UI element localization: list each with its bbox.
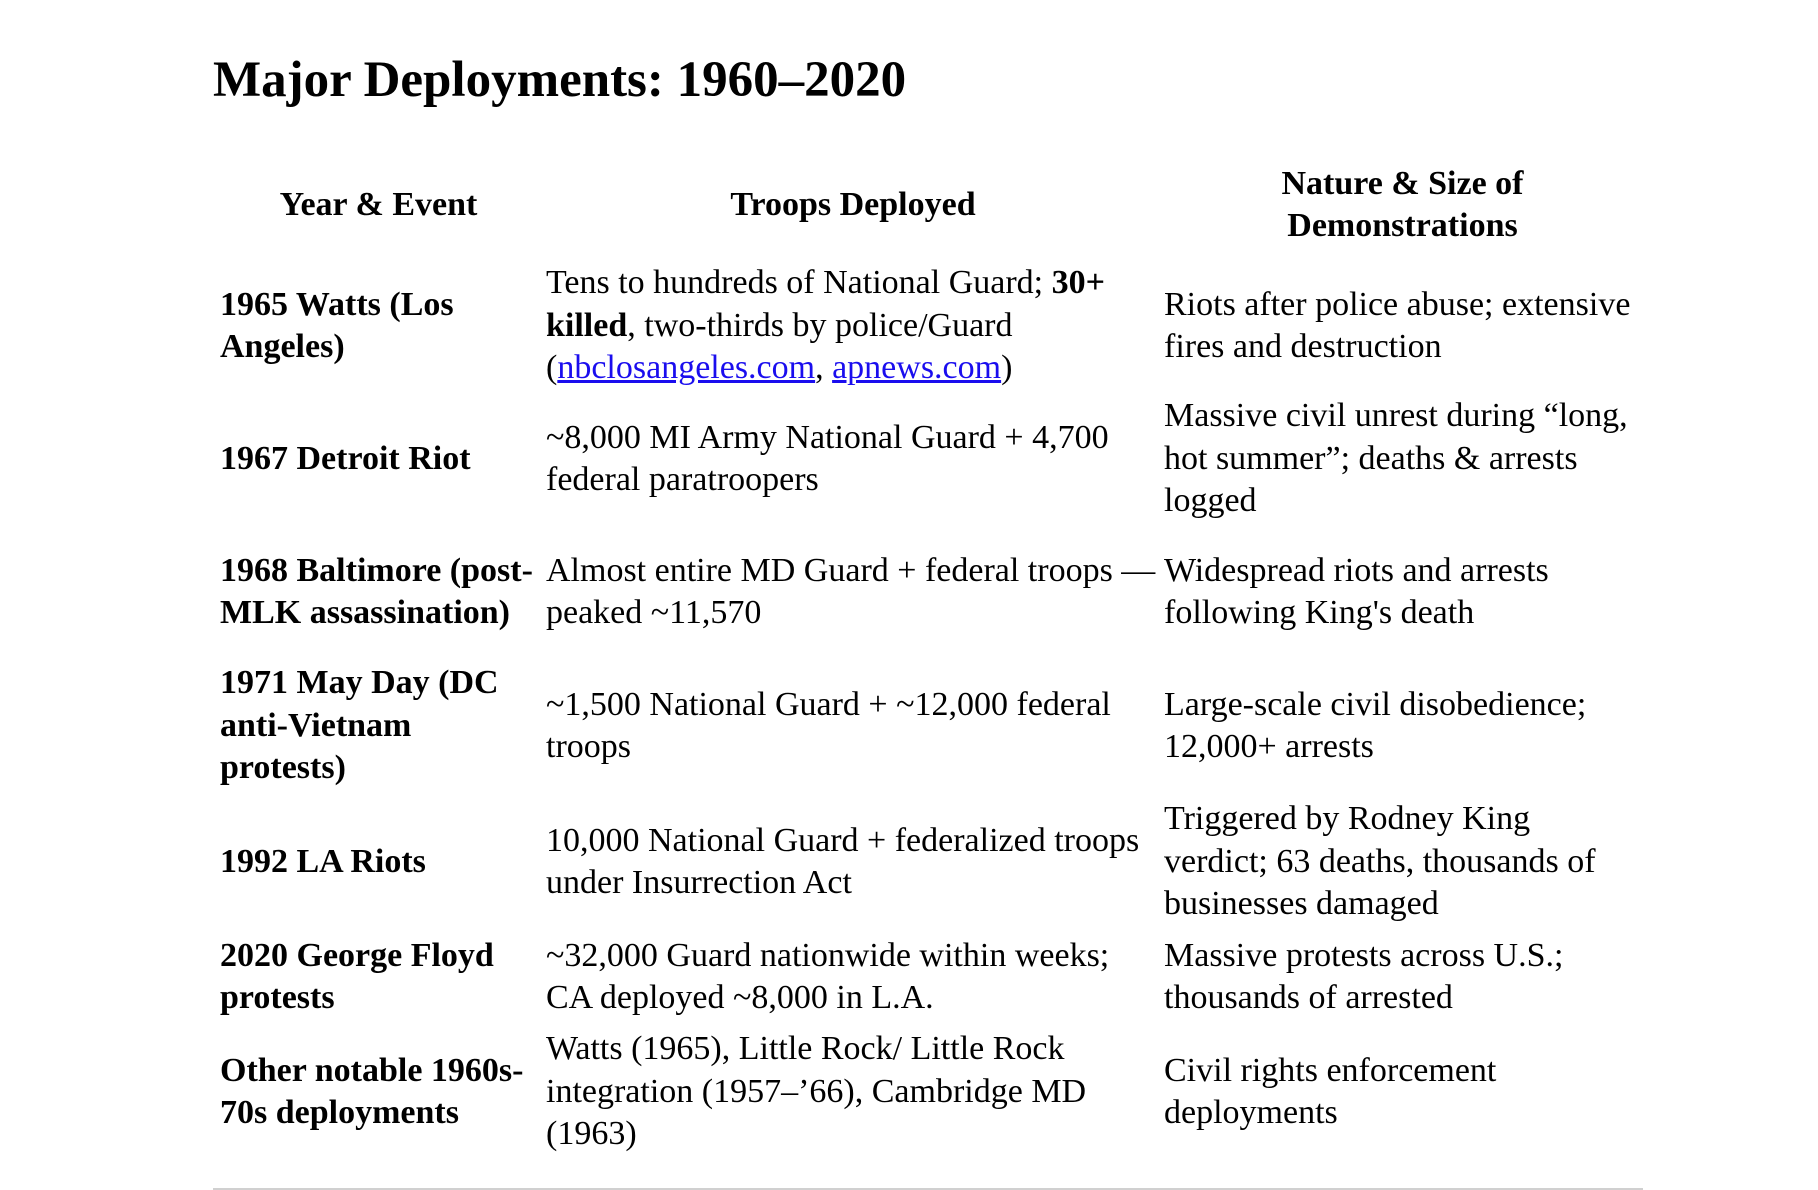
troops-text: Tens to hundreds of National Guard; bbox=[546, 264, 1052, 302]
event-cell: 1968 Baltimore (post-MLK assassination) bbox=[220, 551, 533, 631]
source-link-nbclosangeles[interactable]: nbclosangeles.com bbox=[557, 349, 816, 387]
troops-text-continued: , two-thirds by police/Guard ( bbox=[546, 306, 1013, 387]
troops-cell: 10,000 National Guard + federalized troops under Insurrection Act bbox=[546, 821, 1140, 901]
nature-cell: Triggered by Rodney King verdict; 63 deaths, thousands of businesses damaged bbox=[1164, 800, 1596, 923]
troops-cell: ~8,000 MI Army National Guard + 4,700 federal paratroopers bbox=[546, 418, 1109, 498]
troops-cell: Watts (1965), Little Rock/ Little Rock integration (1957–’66), Cambridge MD (1963) bbox=[546, 1030, 1087, 1153]
nature-cell: Riots after police abuse; extensive fires and destruction bbox=[1164, 285, 1631, 365]
nature-cell: Massive civil unrest during “long, hot summer”; deaths & arrests logged bbox=[1164, 397, 1628, 520]
column-header-troops: Troops Deployed bbox=[730, 186, 976, 223]
event-cell: 2020 George Floyd protests bbox=[220, 936, 494, 1016]
nature-cell: Widespread riots and arrests following King's death bbox=[1164, 551, 1549, 631]
deployments-table bbox=[213, 160, 1643, 1160]
nature-cell: Massive protests across U.S.; thousands of arrested bbox=[1164, 936, 1564, 1016]
event-cell: 1992 LA Riots bbox=[220, 842, 426, 880]
nature-cell: Large-scale civil disobedience; 12,000+ arrests bbox=[1164, 685, 1587, 765]
event-cell: 1967 Detroit Riot bbox=[220, 439, 471, 477]
troops-cell: Almost entire MD Guard + federal troops — peaked ~11,570 bbox=[546, 551, 1156, 631]
event-cell: Other notable 1960s-70s deployments bbox=[220, 1051, 524, 1131]
table-row bbox=[213, 526, 1643, 658]
troops-killed-text: 30+ killed bbox=[546, 264, 1105, 344]
column-header-event: Year & Event bbox=[279, 186, 478, 223]
troops-cell: ~32,000 Guard nationwide within weeks; CA deployed ~8,000 in L.A. bbox=[546, 936, 1110, 1016]
table-row bbox=[213, 392, 1643, 526]
troops-cell bbox=[544, 260, 1162, 392]
closing-paren: ) bbox=[1001, 349, 1013, 387]
event-cell: 1971 May Day (DC anti-Vietnam protests) bbox=[220, 664, 499, 787]
nature-cell: Civil rights enforcement deployments bbox=[1164, 1051, 1497, 1131]
column-header-nature: Nature & Size of Demonstrations bbox=[1281, 165, 1524, 244]
table-row bbox=[213, 794, 1643, 930]
link-separator: , bbox=[815, 349, 833, 387]
table-row bbox=[213, 260, 1643, 392]
page-title: Major Deployments: 1960–2020 bbox=[213, 52, 907, 108]
table-header-row bbox=[213, 160, 1643, 260]
event-cell: 1965 Watts (Los Angeles) bbox=[220, 285, 454, 365]
document-page bbox=[213, 46, 1643, 1160]
source-link-apnews[interactable]: apnews.com bbox=[832, 349, 1002, 387]
table-row bbox=[213, 658, 1643, 794]
troops-cell: ~1,500 National Guard + ~12,000 federal troops bbox=[546, 685, 1111, 765]
table-row bbox=[213, 1024, 1643, 1160]
table-row bbox=[213, 930, 1643, 1024]
